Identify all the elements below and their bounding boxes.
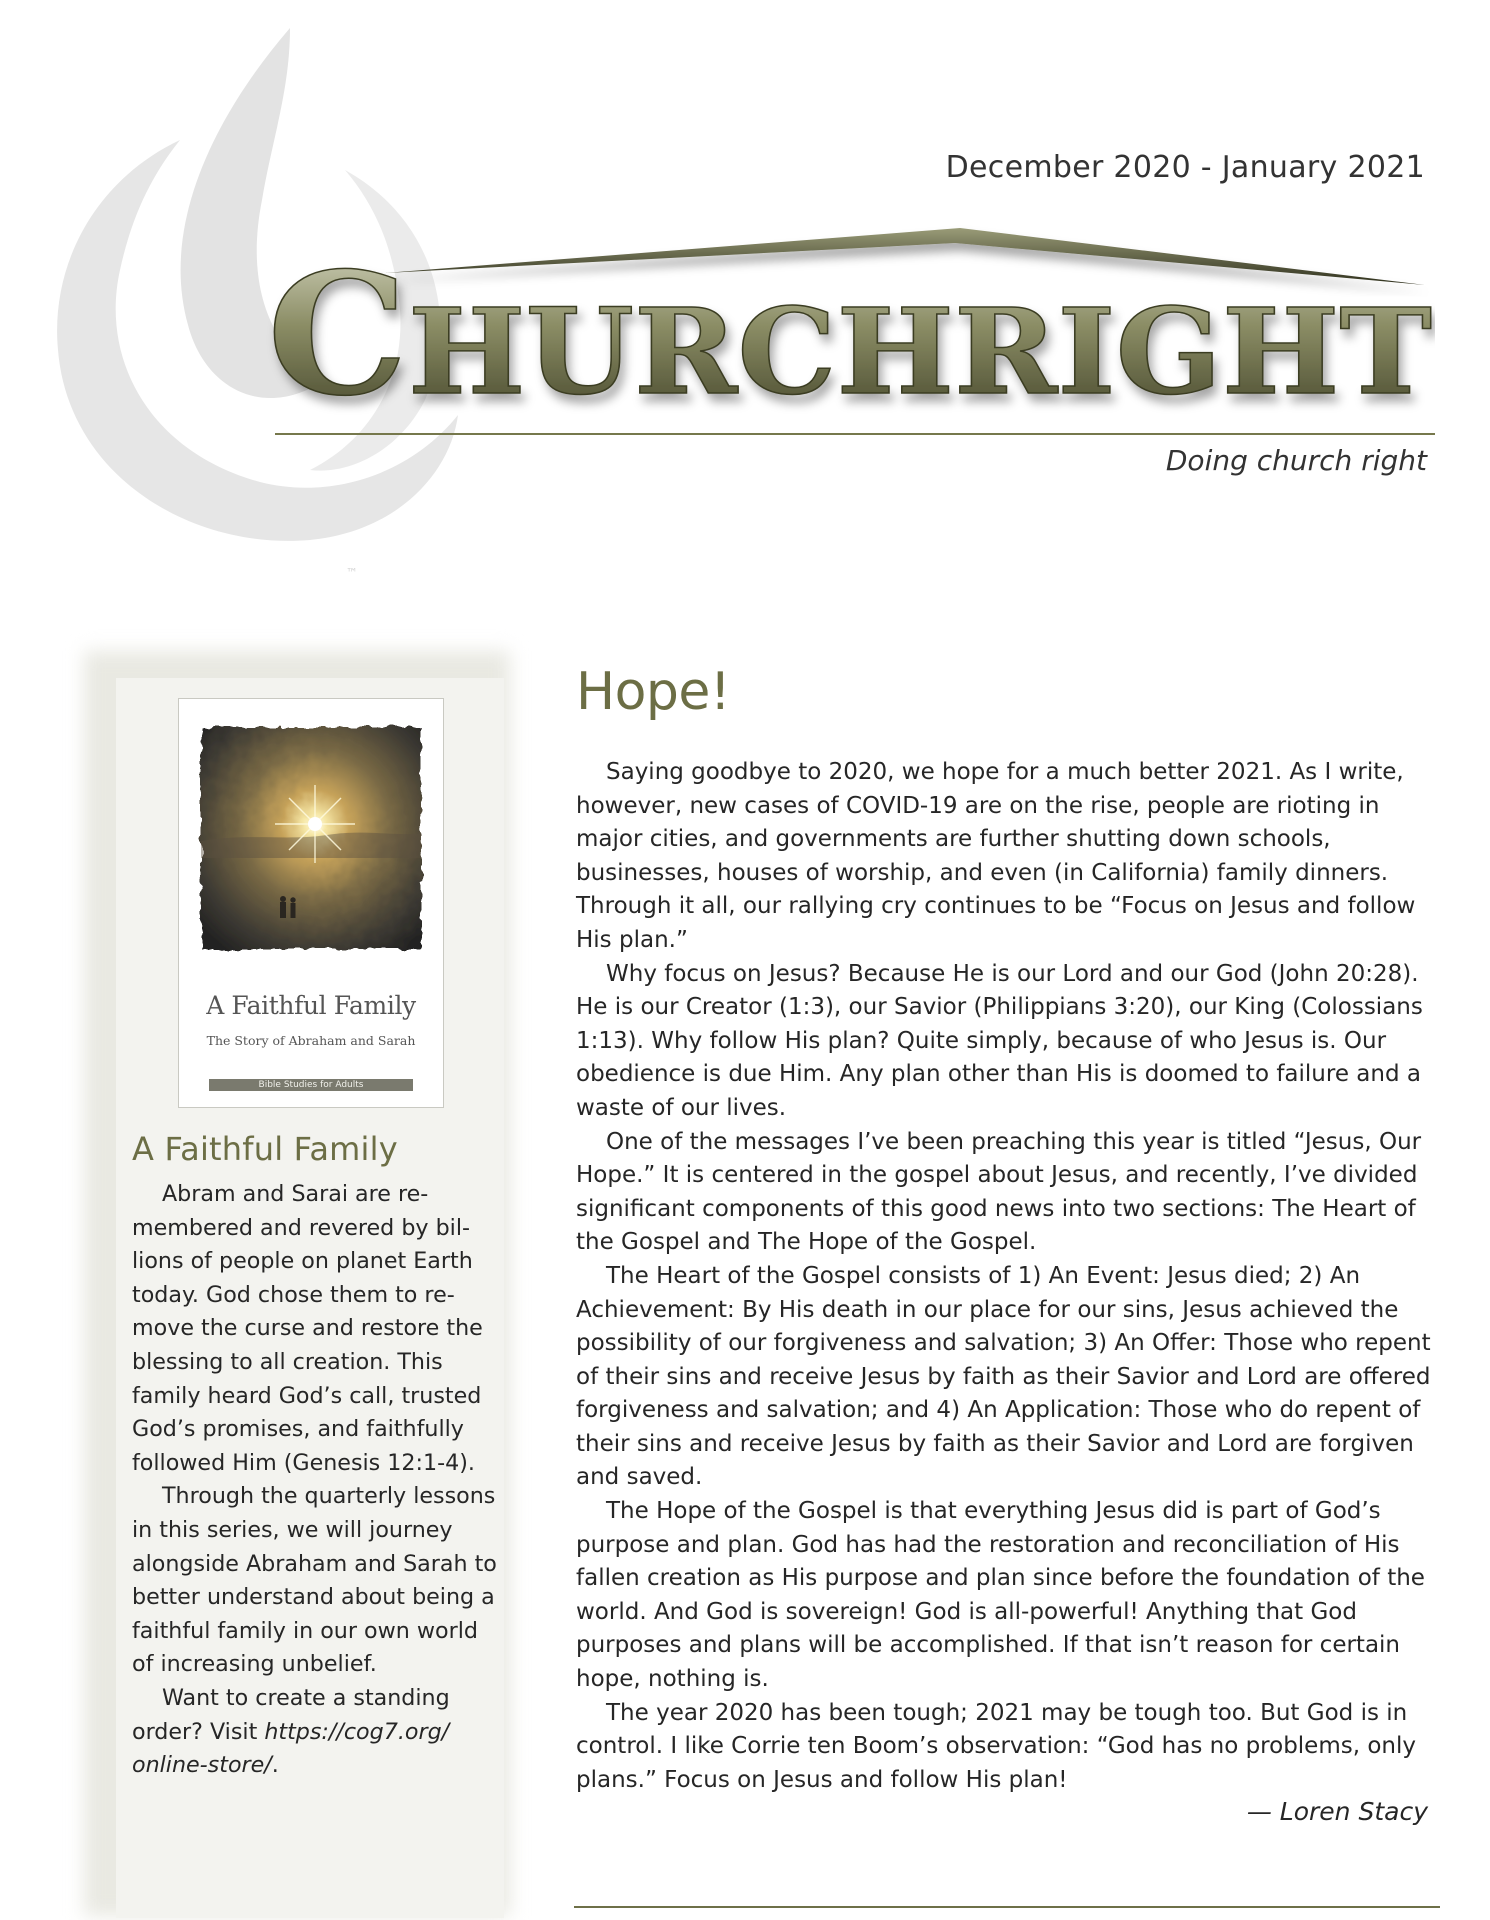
trademark-symbol: ™ [346,566,358,580]
article-paragraph: The Hope of the Gospel is that everything Jesus did is part of God’s purpose and plan. God has had the restoration and reconciliation of His fallen creation as His purpose and plan since before the foundation of the world. And God is sovereign! God is all-powerful! Anything that God purposes and plans will be accomplished. If that isn’t reason for certain hope, nothing is. [576,1498,1425,1693]
article-paragraph: One of the messages I’ve been preaching this year is titled “Jesus, Our Hope.” It is centered in the gospel about Jesus, and recently, I’ve divided significant components of this good news into two sections: The Heart of the Gospel and The Hope of the Gospel. [576,1128,1422,1256]
sidebar-body [132,1178,498,1783]
order-text: Want to create a standing order? Visit [132,1684,450,1745]
sidebar-paragraph: Through the quarterly lessons in this series, we will journey alongside Abraham and Sarah to better understand about being a faithful family in our own world of increasing unbelief. [132,1483,497,1678]
issue-date: December 2020 - January 2021 [945,150,1425,185]
author-byline: — Loren Stacy [1246,1797,1428,1826]
sidebar-promo-box [116,678,504,1918]
article-paragraph: The year 2020 has been tough; 2021 may be tough too. But God is in control. I like Corrie ten Boom’s observation: “God has no problems, only plans.” Focus on Jesus and follow His plan! [576,1699,1416,1793]
article-paragraph: The Heart of the Gospel consists of 1) An Event: Jesus died; 2) An Achievement: By His death in our place for our sins, Jesus achieved the possibility of our forgiveness and salvation; 3) An Offer: Those who repent of their sins and receive Jesus by faith as their Savior and Lord are offered forgiveness and salvation; and 4) An Application: Those who do repent of their sins and receive Jesus by faith as their Savior and Lord are forgiven and saved. [576,1262,1431,1491]
roof-shape [385,228,1425,285]
masthead-title: CHURCHRIGHT [267,235,1380,433]
article-body [576,756,1442,1797]
tagline: Doing church right [1165,444,1427,477]
book-cover [178,698,444,1108]
article-paragraph: Saying goodbye to 2020, we hope for a much better 2021. As I write, however, new cases of COVID-19 are on the rise, people are rioting in major cities, and governments are further shutting down schools, businesses, houses of worship, and even (in California) family dinners. Through it all, our rallying cry continues to be “Focus on Jesus and follow His plan.” [576,759,1416,953]
online-store-link[interactable]: https://cog7.org/ online-store/ [132,1718,450,1779]
sidebar-paragraph: Abram and Sarai are remembered and revered by billions of people on planet Earth today. God chose them to remove the curse and restore the blessing to all creation. This family heard God’s call, trusted God’s promises, and faithfully followed Him (Genesis 12:1-4). [132,1181,483,1476]
book-title: A Faithful Family [206,991,416,1020]
sidebar-order-paragraph [132,1682,498,1783]
sunrise-couple-image [197,723,425,953]
book-series-label: Bible Studies for Adults [209,1079,413,1091]
order-end: . [271,1752,279,1779]
sidebar-heading: A Faithful Family [132,1130,398,1168]
article-title: Hope! [576,662,731,722]
bottom-divider [574,1906,1440,1908]
churchright-masthead [265,225,1435,435]
article-paragraph: Why focus on Jesus? Because He is our Lord and our God (John 20:28). He is our Creator (1:3), our Savior (Philippians 3:20), our King (Colossians 1:13). Why follow His plan? Quite simply, because of who Jesus is. Our obedience is due Him. Any plan other than His is doomed to failure and a waste of our lives. [576,960,1423,1121]
book-subtitle: The Story of Abraham and Sarah [206,1033,416,1048]
